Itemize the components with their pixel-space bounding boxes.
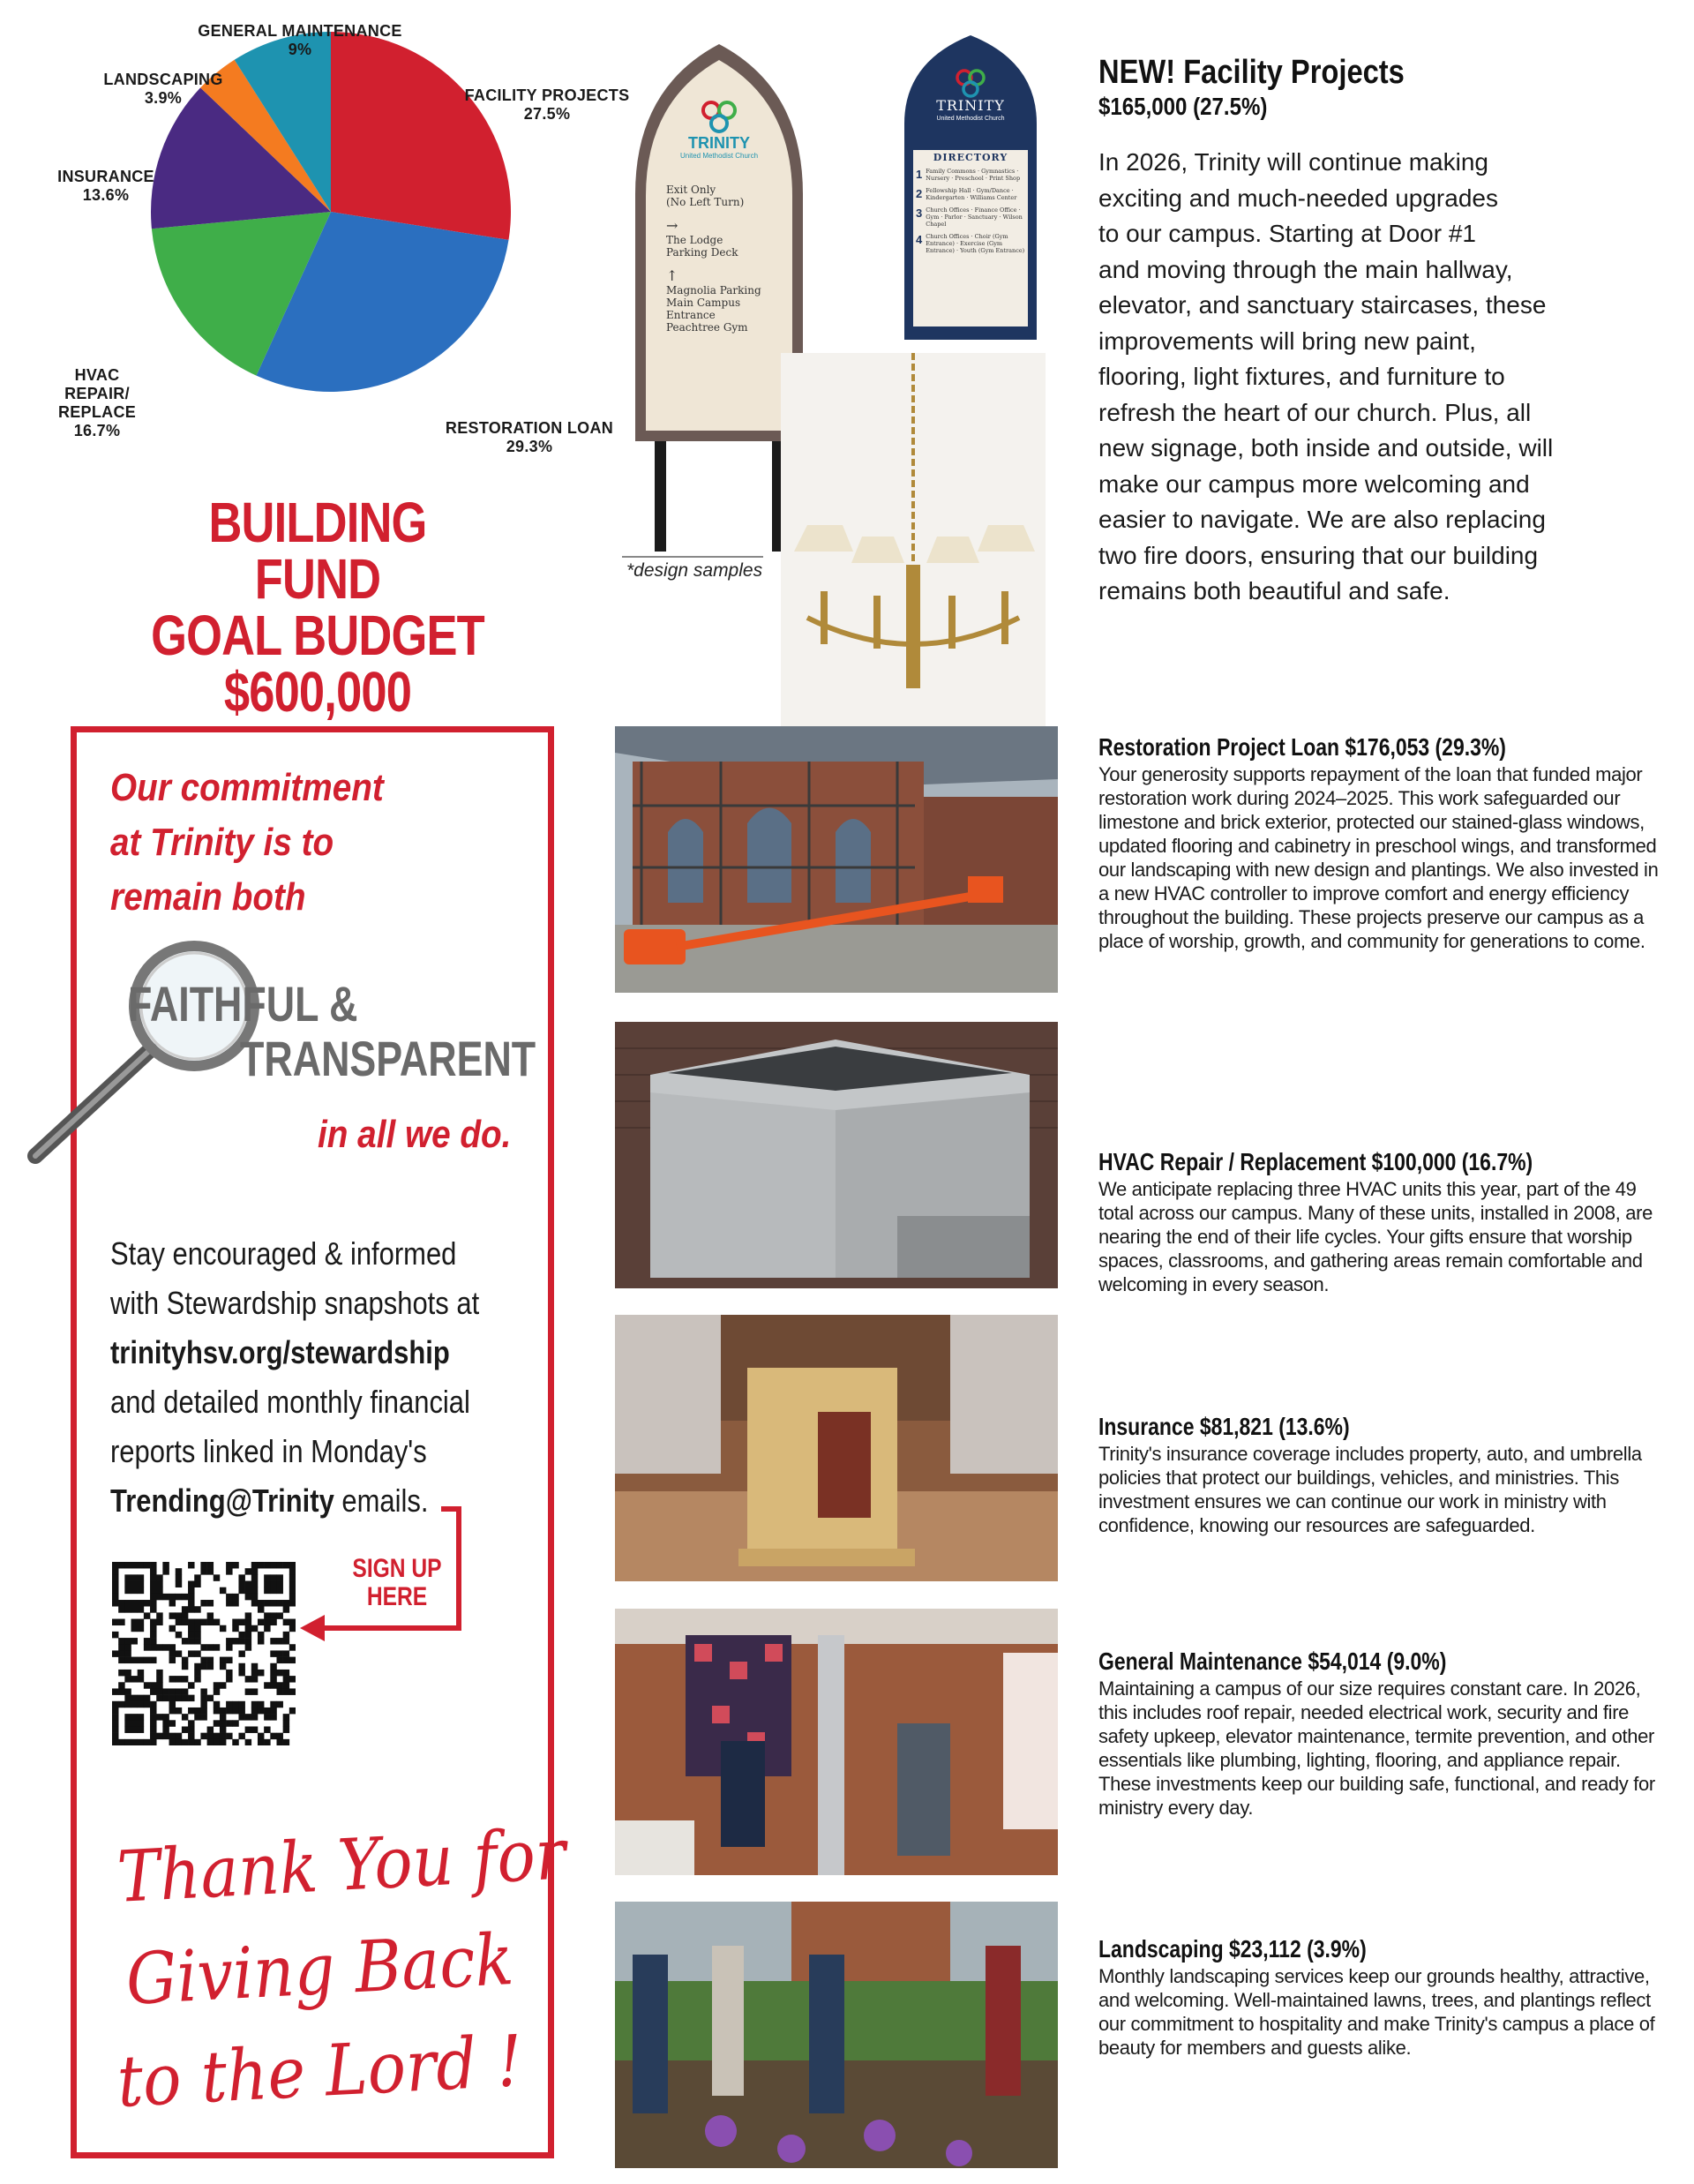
facility-projects-section xyxy=(1098,53,1663,610)
commitment-line: remain both xyxy=(110,875,306,919)
pie-label-facility-projects: FACILITY PROJECTS 27.5% xyxy=(464,86,630,123)
commitment-line: at Trinity is to xyxy=(110,821,334,864)
organ-photo-art xyxy=(615,1315,1058,1581)
directory-entry-text: Church Offices · Finance Office · Gym · Parlor · Sanctuary · Wilson Chapel xyxy=(926,206,1023,228)
directory-entry-text: Church Offices · Choir (Gym Entrance) · Exercise (Gym Entrance) · Youth (Gym Entrance) xyxy=(926,233,1025,254)
arch-sign-line: (No Left Turn) xyxy=(666,196,745,208)
arch-sign-line: Magnolia Parking xyxy=(666,284,761,296)
section-head: Landscaping $23,112 (3.9%) xyxy=(1098,1935,1367,1963)
thank-you-message xyxy=(115,1812,613,2134)
section-hvac xyxy=(1098,1147,1663,1296)
signup-line-1: SIGN UP xyxy=(352,1554,442,1583)
section-head: Restoration Project Loan $176,053 (29.3%) xyxy=(1098,733,1506,761)
budget-pie-chart xyxy=(53,18,653,477)
goal-line-2: GOAL BUDGET xyxy=(151,604,484,667)
directory-entries xyxy=(916,168,1025,254)
facility-line: two fire doors, ensuring that our building xyxy=(1098,541,1539,569)
arch-sign-arrow-up: ↑ xyxy=(666,267,678,284)
section-landscaping xyxy=(1098,1934,1663,2060)
pie-label-landscaping: LANDSCAPING 3.9% xyxy=(103,71,223,107)
directory-entry-text: Fellowship Hall · Gym/Dance · Kindergarten · Williams Center xyxy=(926,187,1017,201)
commitment-text xyxy=(110,761,421,925)
directory-sign-title: DIRECTORY xyxy=(933,152,1008,163)
facility-line: to our campus. Starting at Door #1 xyxy=(1098,220,1476,247)
facility-line: flooring, light fixtures, and furniture to xyxy=(1098,363,1505,390)
pie-slice-facility-projects xyxy=(331,32,511,240)
thank-you-line: Giving Back xyxy=(124,1918,516,2021)
directory-entry xyxy=(916,168,1025,182)
directory-entry-text: Family Commons · Gymnastics · Nursery · Preschool · Print Shop xyxy=(926,168,1021,182)
arch-sign-line: The Lodge xyxy=(666,234,723,246)
directory-sign-brand: TRINITY xyxy=(936,97,1005,114)
facility-line: make our campus more welcoming and xyxy=(1098,469,1530,498)
stewardship-link[interactable]: trinityhsv.org/stewardship xyxy=(110,1334,450,1370)
thank-you-line: Thank You for xyxy=(115,1812,568,1918)
facility-line: exciting and much-needed upgrades xyxy=(1098,184,1498,212)
section-head: HVAC Repair / Replacement $100,000 (16.7%) xyxy=(1098,1148,1533,1175)
directory-entry xyxy=(916,187,1025,201)
arch-sign-line: Entrance xyxy=(666,309,716,321)
arch-sign-line: Main Campus xyxy=(666,296,741,309)
qr-code[interactable] xyxy=(112,1562,296,1745)
section-body: We anticipate replacing three HVAC units this year, part of the 49 total across our campus. Many of these units, installed in 2008, are nearing the end of their life cycles. Your gifts ensure that worship spaces, classrooms, and gathering areas remain comfortable and welcoming in every season. xyxy=(1098,1178,1653,1295)
trending-brand: Trending@Trinity xyxy=(110,1482,334,1519)
pie-label-hvac: HVAC REPAIR/ REPLACE 16.7% xyxy=(57,366,137,439)
pie-label-insurance: INSURANCE 13.6% xyxy=(57,168,154,204)
restoration-photo-art xyxy=(615,726,1058,993)
restoration-scaffolding-photo xyxy=(615,726,1058,993)
directory-entry-num: 2 xyxy=(916,187,923,200)
facility-line: refresh the heart of our church. Plus, all xyxy=(1098,398,1532,426)
arch-sign-arrow-right: → xyxy=(666,217,678,234)
section-body: Monthly landscaping services keep our grounds healthy, attractive, and welcoming. Well-maintained lawns, trees, and plantings reflect our commitment to hospitality and make Trinity's campus a place of beauty for members and guests alike. xyxy=(1098,1965,1655,2059)
section-body: Your generosity supports repayment of the loan that funded major restoration work during 2024–2025. This work safeguarded our limestone and brick exterior, protected our stained-glass windows, updated flooring and cabinetry in preschool wings, and transformed our landscaping with new design and plantings. We also invested in a new HVAC controller to improve comfort and energy efficiency throughout the building. These projects preserve our campus as a place of worship, growth, and community for generations to come. xyxy=(1098,763,1659,952)
directory-entry-num: 1 xyxy=(916,168,923,181)
facility-line: new signage, both inside and outside, will xyxy=(1098,434,1554,462)
hvac-unit-photo xyxy=(615,1022,1058,1288)
facility-line: improvements will bring new paint, xyxy=(1098,326,1476,355)
chandelier-illustration xyxy=(754,353,1046,732)
design-samples xyxy=(626,26,1085,732)
landscaping-photo-art xyxy=(615,1902,1058,2168)
arch-sign-brand: TRINITY xyxy=(688,134,750,152)
commitment-line: Our commitment xyxy=(110,766,384,809)
directory-entry xyxy=(916,206,1025,228)
hvac-photo-art xyxy=(615,1022,1058,1288)
directory-entry-num: 3 xyxy=(916,206,923,220)
stay-line: with Stewardship snapshots at xyxy=(110,1285,480,1321)
signup-line-2: HERE xyxy=(366,1582,428,1611)
thank-you-line: to the Lord ! xyxy=(115,2019,525,2123)
facility-body xyxy=(1098,145,1663,610)
all-we-do-text: in all we do. xyxy=(318,1113,512,1156)
organ-console-photo xyxy=(615,1315,1058,1581)
pie-label-restoration-loan: RESTORATION LOAN 29.3% xyxy=(445,419,614,455)
facility-title: NEW! Facility Projects xyxy=(1098,54,1405,91)
stay-emails-text: emails. xyxy=(334,1482,429,1519)
arch-sign-line: Exit Only xyxy=(666,184,716,196)
building-fund-goal xyxy=(144,491,491,724)
stay-line: Stay encouraged & informed xyxy=(110,1235,457,1272)
section-restoration xyxy=(1098,732,1663,953)
stay-line: and detailed monthly financial xyxy=(110,1384,470,1420)
directory-sign-sub: United Methodist Church xyxy=(936,116,1005,122)
section-head: Insurance $81,821 (13.6%) xyxy=(1098,1413,1350,1440)
directory-entry xyxy=(916,233,1025,254)
section-head: General Maintenance $54,014 (9.0%) xyxy=(1098,1647,1447,1675)
facility-line: remains both beautiful and safe. xyxy=(1098,577,1450,604)
arch-sign-directions xyxy=(666,184,790,334)
arch-sign-sub: United Methodist Church xyxy=(679,152,759,160)
pie-label-general-maintenance: GENERAL MAINTENANCE 9% xyxy=(198,22,402,58)
section-body: Maintaining a campus of our size requires constant care. In 2026, this includes roof repair, needed electrical work, security and fire safety upkeep, elevator maintenance, termite prevention, and other essentials like plumbing, lighting, flooring, and appliance repair. These investments keep our building safe, functional, and ready for ministry every day. xyxy=(1098,1677,1655,1819)
section-general-maintenance xyxy=(1098,1647,1663,1820)
signup-label[interactable] xyxy=(347,1555,448,1611)
all-we-do xyxy=(318,1107,537,1162)
facility-line: easier to navigate. We are also replacing xyxy=(1098,506,1546,533)
stay-informed xyxy=(110,1229,539,1526)
goal-line-3: $600,000 xyxy=(223,660,412,724)
faithful-heading: FAITHFUL & xyxy=(128,976,358,1032)
stay-line: reports linked in Monday's xyxy=(110,1433,427,1469)
goal-line-1: BUILDING FUND xyxy=(208,491,427,611)
design-samples-caption: *design samples xyxy=(626,560,763,581)
maintenance-photo-art xyxy=(615,1609,1058,1875)
section-body: Trinity's insurance coverage includes property, auto, and umbrella policies that protect our buildings, vehicles, and ministries. This investment ensures we can continue our work in ministry with confidence, knowing our resources are safeguarded. xyxy=(1098,1443,1642,1536)
facility-line: and moving through the main hallway, xyxy=(1098,255,1513,283)
directory-entry-num: 4 xyxy=(916,233,923,246)
landscaping-crew-photo xyxy=(615,1902,1058,2168)
facility-line: elevator, and sanctuary staircases, these xyxy=(1098,291,1547,319)
arch-sign-line: Parking Deck xyxy=(666,246,738,259)
section-insurance xyxy=(1098,1412,1663,1537)
facility-line: In 2026, Trinity will continue making xyxy=(1098,148,1488,176)
transparent-heading: TRANSPARENT xyxy=(240,1031,536,1086)
maintenance-lift-photo xyxy=(615,1609,1058,1875)
facility-amount: $165,000 (27.5%) xyxy=(1098,93,1268,120)
sign-ground-line xyxy=(622,556,763,558)
arch-sign-line: Peachtree Gym xyxy=(666,321,748,334)
